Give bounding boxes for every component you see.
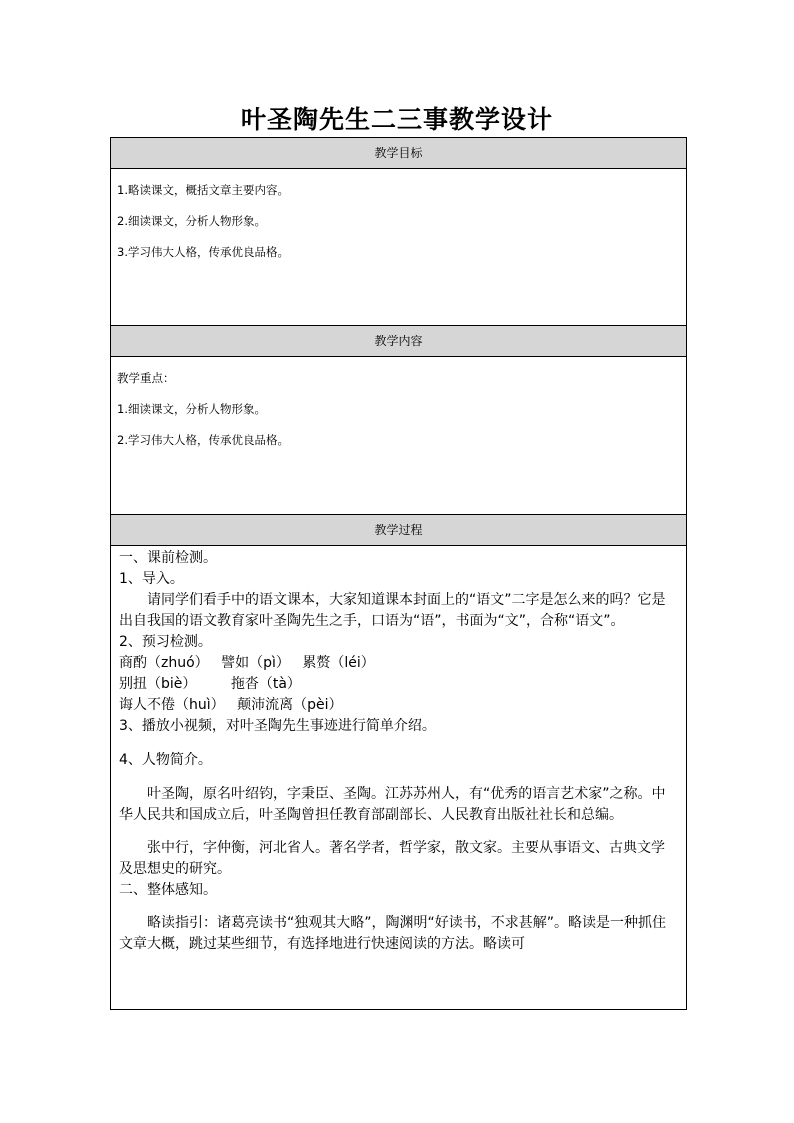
process-step: 2、预习检测。 [119, 634, 212, 650]
content-header: 教学内容 [111, 326, 686, 357]
vocab-row [119, 674, 678, 695]
process-step: 3、播放小视频，对叶圣陶先生事迹进行简单介绍。 [119, 718, 436, 734]
content-item: 教学重点： [117, 371, 175, 385]
document-title: 叶圣陶先生二三事教学设计 [240, 105, 553, 134]
skim-paragraph: 略读指引：诸葛亮读书“独观其大略”，陶渊明“好读书，不求甚解”。略读是一种抓住文章大概，跳过某些细节，有选择地进行快速阅读的方法。略读可 [119, 915, 667, 952]
vocab-item: 拖沓（tà） [230, 676, 301, 692]
goal-item: 2.细读课文，分析人物形象。 [117, 214, 266, 228]
vocab-item: 诲人不倦（huì） [119, 697, 225, 713]
goals-header: 教学目标 [111, 138, 686, 169]
process-heading: 一、课前检测。 [119, 550, 217, 566]
process-step: 1、导入。 [119, 571, 184, 587]
content-item: 2.学习伟大人格，传承优良品格。 [117, 433, 289, 447]
process-heading: 二、整体感知。 [119, 882, 217, 898]
goals-section [111, 169, 686, 326]
vocab-row [119, 695, 678, 716]
process-step: 4、人物简介。 [119, 752, 212, 768]
vocab-item: 累赘（léi） [302, 655, 375, 671]
process-section [111, 546, 686, 955]
vocab-item: 商酌（zhuó） [119, 655, 209, 671]
goal-item: 1.略读课文，概括文章主要内容。 [117, 183, 289, 197]
intro-paragraph: 请同学们看手中的语文课本，大家知道课本封面上的“语文”二字是怎么来的吗？它是出自我国的语文教育家叶圣陶先生之手，口语为“语”，书面为“文”，合称“语文”。 [119, 592, 666, 629]
content-item: 1.细读课文，分析人物形象。 [117, 402, 266, 416]
lesson-plan-table [110, 137, 687, 1010]
vocab-item: 譬如（pì） [221, 655, 290, 671]
vocab-row [119, 653, 678, 674]
vocab-item: 颠沛流离（pèi） [237, 697, 343, 713]
process-header: 教学过程 [111, 515, 686, 546]
bio-paragraph: 张中行，字仲衡，河北省人。著名学者，哲学家，散文家。主要从事语文、古典文学及思想史的研究。 [119, 840, 665, 877]
content-section [111, 357, 686, 515]
vocab-item: 别扭（biè） [119, 676, 197, 692]
bio-paragraph: 叶圣陶，原名叶绍钧，字秉臣、圣陶。江苏苏州人，有“优秀的语言艺术家”之称。中华人民共和国成立后，叶圣陶曾担任教育部副部长、人民教育出版社社长和总编。 [119, 786, 666, 823]
goal-item: 3.学习伟大人格，传承优良品格。 [117, 245, 289, 259]
